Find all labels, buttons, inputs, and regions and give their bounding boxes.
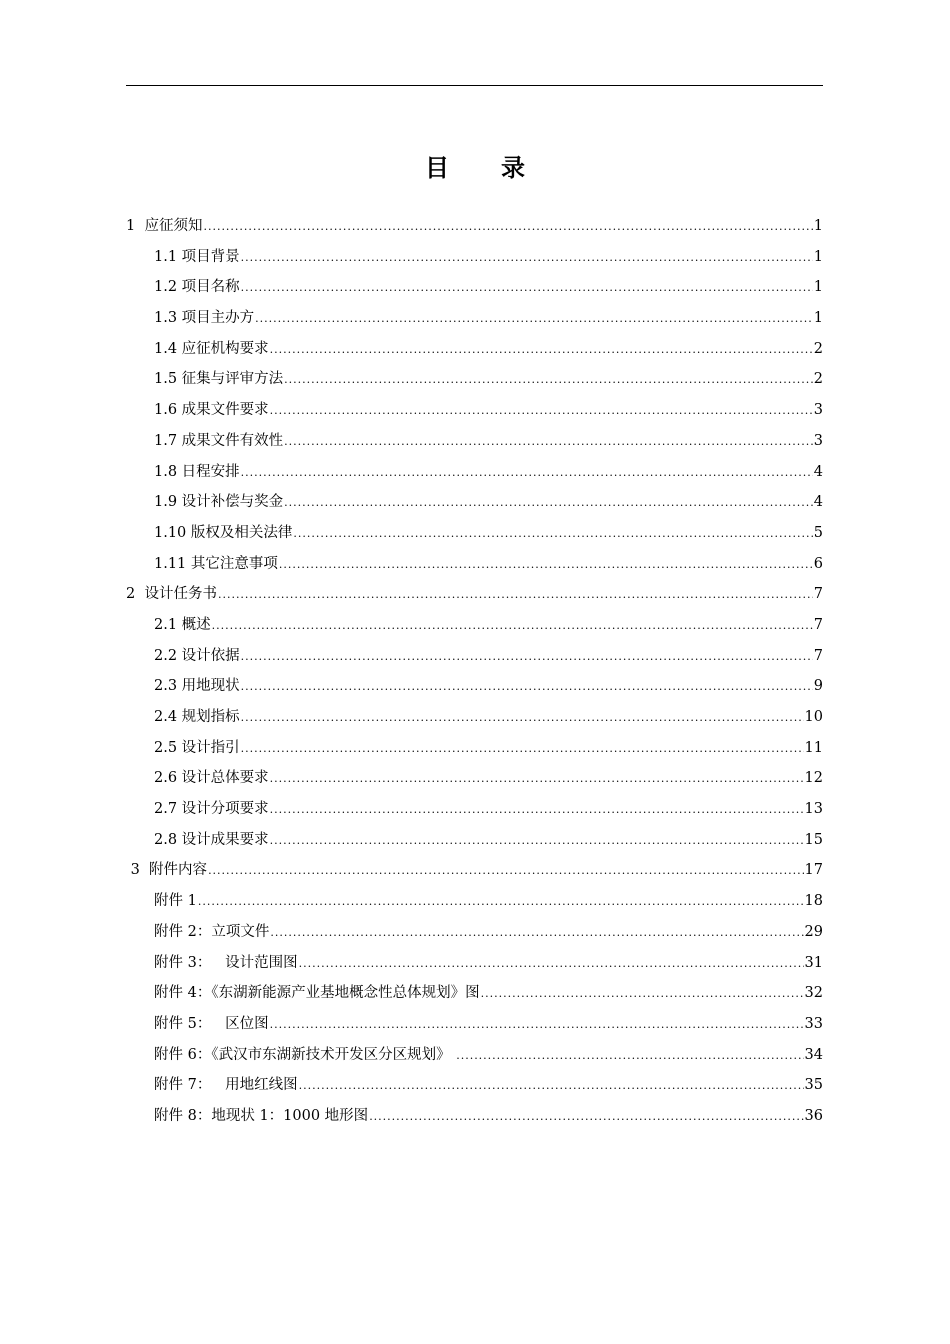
toc-title (0, 148, 950, 183)
toc-entry[interactable] (126, 794, 823, 825)
toc-dot-leader (284, 488, 813, 519)
toc-entry-page-number: 3 (813, 432, 823, 449)
toc-entry[interactable] (126, 948, 823, 979)
toc-dot-leader (270, 826, 804, 857)
toc-entry[interactable] (126, 1009, 823, 1040)
toc-entry[interactable] (126, 211, 823, 242)
toc-entry-page-number: 11 (804, 739, 823, 756)
toc-entry-label: 附件 4：《东湖新能源产业基地概念性总体规划》图 (154, 985, 480, 1002)
toc-dot-leader (270, 335, 813, 366)
toc-entry[interactable] (126, 978, 823, 1009)
toc-entry-label: 1.9 设计补偿与奖金 (154, 494, 284, 511)
toc-entry-label: 附件 1 (154, 893, 197, 910)
toc-entry-label: 2.3 用地现状 (154, 678, 240, 695)
toc-entry-page-number: 1 (813, 310, 823, 327)
toc-entry-page-number: 35 (804, 1077, 823, 1094)
toc-entry-label: 附件 7： 用地红线图 (154, 1077, 298, 1094)
toc-dot-leader (284, 427, 813, 458)
toc-dot-leader (270, 918, 803, 949)
toc-dot-leader (299, 1071, 804, 1102)
toc-dot-leader (270, 1010, 804, 1041)
toc-entry-label: 1 应征须知 (126, 218, 203, 234)
toc-entry-page-number: 29 (804, 923, 823, 940)
toc-entry-label: 附件 2：立项文件 (154, 923, 270, 940)
toc-dot-leader (241, 243, 813, 274)
toc-dot-leader (369, 1102, 803, 1133)
toc-entry-page-number: 4 (813, 463, 823, 480)
toc-entry-page-number: 34 (804, 1046, 823, 1063)
toc-dot-leader (241, 642, 813, 673)
toc-entry-label: 2 设计任务书 (126, 586, 217, 603)
toc-entry[interactable] (126, 855, 823, 886)
toc-entry[interactable] (126, 1070, 823, 1101)
toc-dot-leader (270, 764, 804, 795)
toc-dot-leader (218, 580, 813, 611)
toc-entry-page-number: 7 (813, 586, 823, 603)
toc-entry-page-number: 6 (813, 555, 823, 572)
toc-dot-leader (293, 519, 812, 550)
toc-dot-leader (241, 672, 813, 703)
toc-dot-leader (279, 550, 813, 581)
toc-entry-label: 附件 8：地现状 1：1000 地形图 (154, 1107, 369, 1124)
toc-entry-label: 2.2 设计依据 (154, 647, 240, 664)
toc-entry-label: 3 附件内容 (126, 862, 208, 879)
toc-dot-leader (284, 365, 813, 396)
toc-entry-label: 1.5 征集与评审方法 (154, 371, 284, 388)
toc-entry-label: 附件 3： 设计范围图 (154, 954, 298, 971)
toc-entry-page-number: 36 (804, 1107, 823, 1124)
toc-entry[interactable] (126, 364, 823, 395)
toc-entry[interactable] (126, 671, 823, 702)
toc-entry[interactable] (126, 272, 823, 303)
toc-entry-label: 2.7 设计分项要求 (154, 801, 269, 818)
toc-entry-page-number: 9 (813, 678, 823, 695)
toc-entry-page-number: 31 (804, 954, 823, 971)
toc-entry[interactable] (126, 825, 823, 856)
toc-entry-label: 1.11 其它注意事项 (154, 555, 278, 572)
toc-entry[interactable] (126, 457, 823, 488)
toc-entry[interactable] (126, 733, 823, 764)
toc-dot-leader (255, 304, 813, 335)
toc-entry-label: 1.10 版权及相关法律 (154, 524, 293, 541)
toc-entry-page-number: 13 (804, 801, 823, 818)
toc-dot-leader (212, 611, 813, 642)
toc-entry[interactable] (126, 886, 823, 917)
table-of-contents (126, 211, 823, 1132)
toc-dot-leader (198, 887, 804, 918)
toc-entry[interactable] (126, 610, 823, 641)
toc-entry-page-number: 18 (804, 893, 823, 910)
toc-entry-page-number: 10 (804, 709, 823, 725)
toc-entry-label: 2.1 概述 (154, 616, 211, 633)
toc-entry[interactable] (126, 763, 823, 794)
toc-entry-label: 2.4 规划指标 (154, 709, 240, 725)
toc-entry-label: 2.6 设计总体要求 (154, 770, 269, 787)
toc-entry-page-number: 1 (813, 218, 823, 234)
toc-entry-page-number: 2 (813, 340, 823, 357)
toc-entry[interactable] (126, 334, 823, 365)
toc-dot-leader (208, 856, 803, 887)
toc-entry[interactable] (126, 1101, 823, 1132)
toc-title-char-1: 目 (425, 153, 449, 182)
toc-entry-page-number: 2 (813, 371, 823, 388)
toc-dot-leader (241, 458, 813, 489)
toc-entry[interactable] (126, 917, 823, 948)
toc-entry[interactable] (126, 242, 823, 273)
toc-dot-leader (270, 795, 804, 826)
toc-entry-label: 1.7 成果文件有效性 (154, 432, 284, 449)
toc-dot-leader (299, 949, 804, 980)
toc-entry-page-number: 1 (813, 248, 823, 265)
toc-entry-page-number: 12 (804, 770, 823, 787)
toc-entry[interactable] (126, 487, 823, 518)
toc-entry-page-number: 3 (813, 402, 823, 419)
toc-entry[interactable] (126, 579, 823, 610)
toc-entry[interactable] (126, 549, 823, 580)
toc-entry[interactable] (126, 426, 823, 457)
toc-entry[interactable] (126, 518, 823, 549)
toc-entry-label: 附件 5： 区位图 (154, 1015, 269, 1032)
toc-entry-page-number: 32 (804, 985, 823, 1002)
toc-entry-label: 1.1 项目背景 (154, 248, 240, 265)
toc-entry-page-number: 5 (813, 524, 823, 541)
toc-dot-leader (270, 396, 813, 427)
toc-title-char-2: 录 (501, 153, 525, 182)
toc-dot-leader (241, 734, 804, 765)
toc-entry[interactable] (126, 395, 823, 426)
toc-entry-label: 1.6 成果文件要求 (154, 402, 269, 419)
toc-dot-leader (481, 979, 804, 1010)
toc-entry-label: 2.5 设计指引 (154, 739, 240, 756)
toc-entry[interactable] (126, 702, 823, 733)
toc-entry-page-number: 7 (813, 647, 823, 664)
toc-dot-leader (203, 212, 812, 243)
toc-entry[interactable] (126, 1040, 823, 1071)
toc-entry-label: 1.2 项目名称 (154, 279, 240, 296)
toc-dot-leader (456, 1041, 803, 1072)
toc-entry-page-number: 4 (813, 494, 823, 511)
toc-entry-label: 1.8 日程安排 (154, 463, 240, 480)
toc-entry-page-number: 1 (813, 279, 823, 296)
toc-entry-label: 1.3 项目主办方 (154, 310, 255, 327)
header-rule (126, 85, 823, 86)
toc-entry-label: 2.8 设计成果要求 (154, 831, 269, 848)
toc-dot-leader (241, 703, 804, 734)
toc-entry[interactable] (126, 641, 823, 672)
toc-entry-page-number: 15 (804, 831, 823, 848)
toc-entry-label: 1.4 应征机构要求 (154, 340, 269, 357)
toc-entry-page-number: 7 (813, 616, 823, 633)
toc-entry-label: 附件 6：《武汉市东湖新技术开发区分区规划》 (154, 1046, 456, 1063)
toc-dot-leader (241, 273, 813, 304)
toc-entry[interactable] (126, 303, 823, 334)
toc-entry-page-number: 17 (804, 862, 823, 879)
toc-entry-page-number: 33 (804, 1015, 823, 1032)
